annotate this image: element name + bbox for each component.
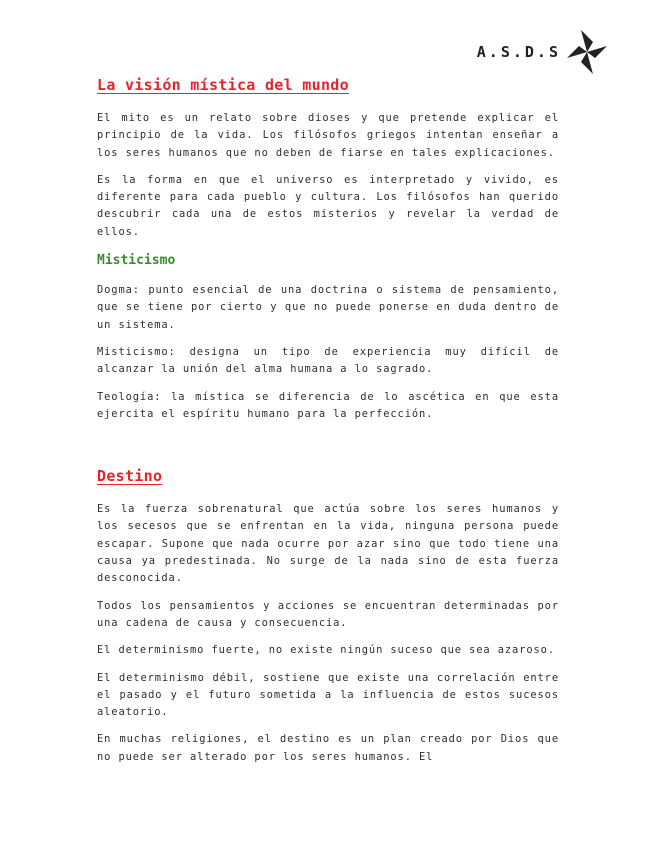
paragraph: El determinismo fuerte, no existe ningún suceso que sea azaroso.	[97, 644, 555, 657]
paragraph-teologia: Teología: la mística se diferencia de lo ascética en que esta ejercita el espíritu humano para la perfección.	[97, 390, 559, 420]
pinwheel-logo-icon	[565, 28, 609, 76]
subheading-misticismo: Misticismo	[97, 253, 176, 269]
paragraph-dogma: Dogma: punto esencial de una doctrina o sistema de pensamiento, que se tiene por cierto y que no puede ponerse en duda dentro de un sistema.	[97, 284, 559, 331]
paragraph: Es la forma en que el universo es interpretado y vivido, es diferente para cada pueblo y cultura. Los filósofos han querido descubrir cada una de estos misterios y revelar la verdad de ellos.	[97, 173, 559, 238]
document-body	[97, 76, 559, 776]
header-logo	[477, 28, 609, 76]
paragraph-misticismo: Misticismo: designa un tipo de experiencia muy difícil de alcanzar la unión del alma humana a lo sagrado.	[97, 345, 559, 376]
paragraph: El mito es un relato sobre dioses y que pretende explicar el principio de la vida. Los filósofos griegos intentan enseñar a los seres humanos que no deben de fiarse en tales explicaciones.	[97, 112, 559, 159]
logo-text: A.S.D.S	[476, 43, 561, 61]
paragraph: El determinismo débil, sostiene que existe una correlación entre el pasado y el futuro sometida a la influencia de estos sucesos aleatorio.	[97, 671, 559, 719]
paragraph: En muchas religiones, el destino es un plan creado por Dios que no puede ser alterado por los seres humanos. El	[97, 733, 559, 763]
section-title-vision-mistica: La visión mística del mundo	[97, 76, 349, 94]
section-title-destino: Destino	[97, 467, 163, 486]
paragraph: Todos los pensamientos y acciones se encuentran determinadas por una cadena de causa y consecuencia.	[97, 599, 559, 629]
paragraph: Es la fuerza sobrenatural que actúa sobre los seres humanos y los secesos que se enfrentan en la vida, ninguna persona puede escapar. Supone que nada ocurre por azar sino que todo tiene una causa ya predestinada. No surge de la nada sino de esta fuerza desconocida.	[97, 503, 559, 585]
